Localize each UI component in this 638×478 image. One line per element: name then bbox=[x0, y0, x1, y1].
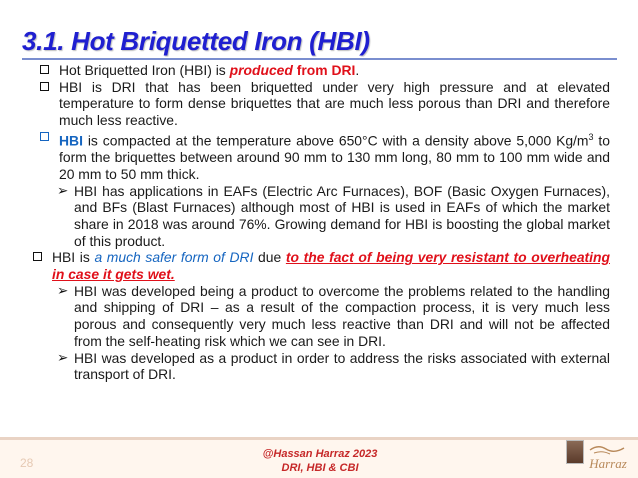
highlight-hbi: HBI bbox=[59, 132, 83, 149]
bullet-item-1 bbox=[40, 62, 610, 79]
text: Hot Briquetted Iron (HBI) is bbox=[59, 62, 230, 78]
bullet-item-2 bbox=[40, 79, 610, 129]
text: HBI has applications in EAFs (Electric Arc Furnaces), BOF (Basic Oxygen Furnaces), and BFs (Blast Furnaces) although most of HBI is used in EAFs of which the market share in 2018 was around 76%. Growing demand for HBI is boosting the global market of this product. bbox=[74, 182, 610, 249]
arrow-item-3 bbox=[40, 350, 610, 383]
superscript: 3 bbox=[588, 131, 594, 142]
arrow-bullet-icon: ➢ bbox=[57, 349, 69, 365]
text: HBI is bbox=[52, 249, 95, 266]
arrow-bullet-icon: ➢ bbox=[57, 182, 69, 198]
checkbox-bullet-icon bbox=[40, 82, 49, 91]
checkbox-bullet-icon bbox=[33, 252, 42, 261]
arrow-item-1 bbox=[40, 183, 610, 250]
text: to form the briquettes between around 90 mm to 130 mm long, 80 mm to 100 mm wide and 20 mm to 50 mm thick. bbox=[59, 132, 611, 182]
text: HBI was developed as a product in order to address the risks associated with external transport of DRI. bbox=[74, 349, 610, 383]
text: HBI is DRI that has been briquetted under very high pressure and at elevated temperature to form dense briquettes that are much less porous than DRI and therefore much less reactive. bbox=[59, 78, 610, 129]
highlight-resistant: to the fact of being very resistant to overheating in case it gets wet. bbox=[52, 249, 610, 283]
highlight-produced: produced bbox=[229, 62, 293, 78]
title-underline bbox=[22, 58, 617, 60]
harraz-logo-icon bbox=[584, 440, 632, 474]
arrow-item-2 bbox=[40, 283, 610, 350]
slide-title: 3.1. Hot Briquetted Iron (HBI) bbox=[22, 26, 370, 56]
text: HBI was developed being a product to overcome the problems related to the handling and shipping of DRI – as a result of the compaction process, it is very much less porous and consequently very much less reactive than DRI and will not be affected from the self-heating risk which we can see in DRI. bbox=[74, 282, 610, 349]
highlight-safer-form: a much safer form of DRI bbox=[94, 249, 254, 266]
logo-text: Harraz bbox=[589, 456, 627, 471]
text: is compacted at the temperature above 650°C with a density above 5,000 Kg/m bbox=[82, 132, 589, 149]
footer-rule bbox=[0, 437, 638, 440]
arrow-bullet-icon: ➢ bbox=[57, 282, 69, 298]
highlight-from-dri: from DRI bbox=[296, 62, 356, 78]
text: due bbox=[253, 249, 286, 266]
footer-topic: DRI, HBI & CBI bbox=[281, 462, 359, 474]
page-number: 28 bbox=[20, 456, 34, 470]
bullet-item-4 bbox=[33, 249, 610, 282]
text: . bbox=[355, 62, 360, 78]
footer-author: @Hassan Harraz 2023 bbox=[262, 448, 378, 460]
checkbox-bullet-icon bbox=[40, 132, 49, 141]
bullet-item-3 bbox=[40, 129, 610, 183]
author-photo bbox=[566, 440, 584, 464]
checkbox-bullet-icon bbox=[40, 65, 49, 74]
slide-body bbox=[40, 62, 610, 383]
